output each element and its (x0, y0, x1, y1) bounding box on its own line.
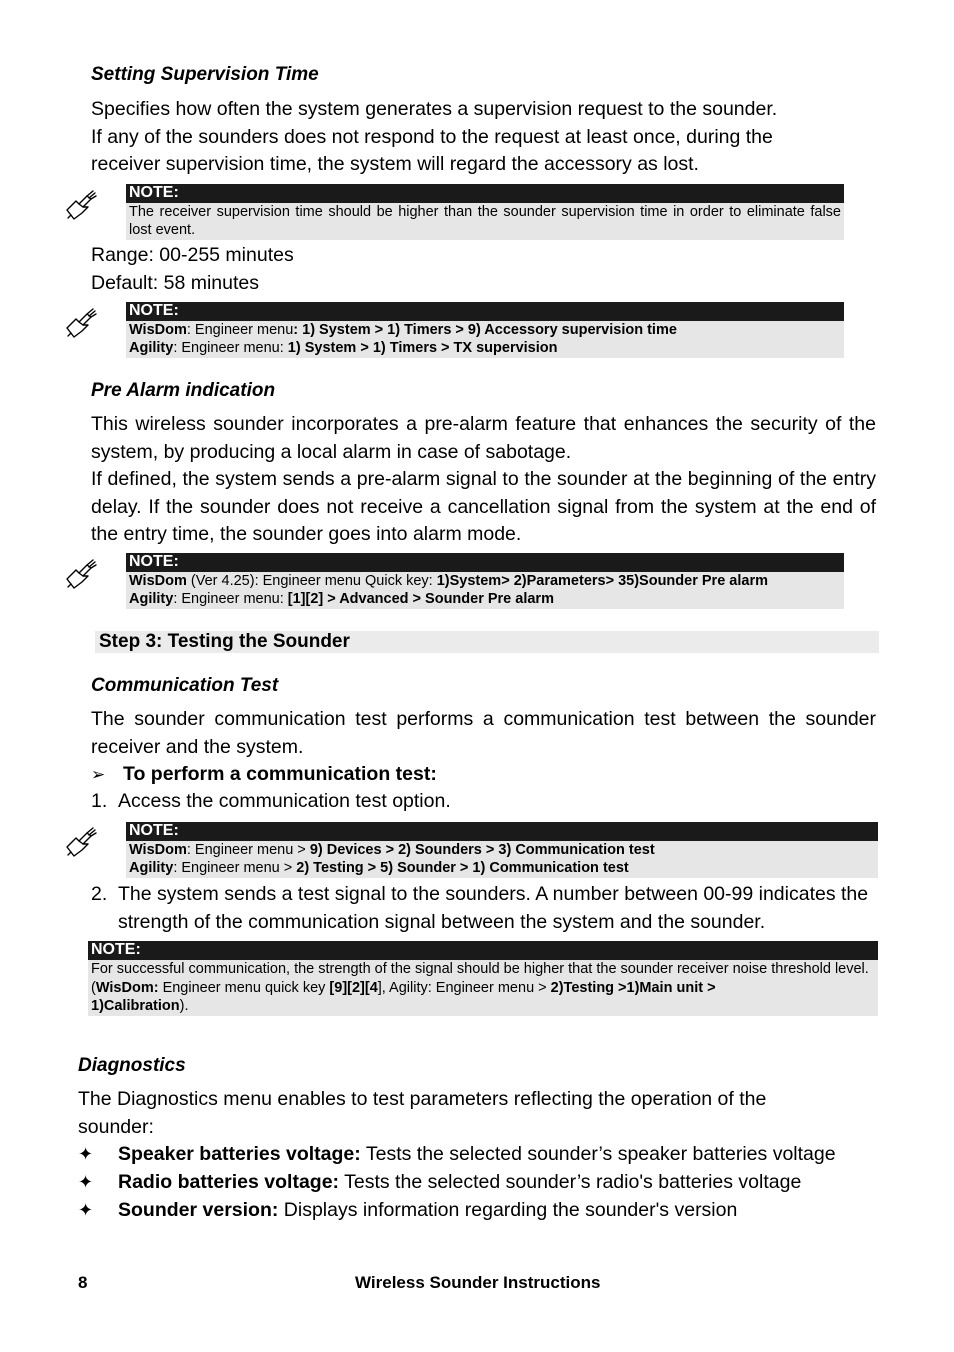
text-line: Specifies how often the system generates a supervision request to the sounder. (91, 98, 778, 120)
note-plain: Engineer menu quick key (158, 980, 330, 996)
note-hand-icon (64, 188, 98, 222)
section-heading-communication: Communication Test (91, 675, 279, 696)
diagnostics-description (78, 1086, 878, 1141)
procedure-title (91, 761, 891, 789)
note-hand-icon (64, 825, 98, 859)
note-text: For successful communication, the strength of the signal should be higher that the sounder receiver noise threshold level. (91, 961, 869, 977)
supervision-description (91, 96, 881, 179)
star-bullet-icon: ✦ (78, 1144, 94, 1164)
list-item (78, 1169, 898, 1197)
list-item (78, 1141, 898, 1169)
communication-description: The sounder communication test performs a communication test between the sounder receiver and the system. (91, 708, 876, 758)
document-title: Wireless Sounder Instructions (355, 1273, 601, 1292)
note-plain: : Engineer menu: (173, 340, 288, 356)
wisdom-label: WisDom: (95, 980, 159, 996)
prealarm-para-1: This wireless sounder incorporates a pre-alarm feature that enhances the security of the system, by producing a local alarm in case of sabotage. (91, 413, 876, 463)
step-number: 1. (91, 790, 108, 812)
note-label: NOTE: (126, 184, 844, 203)
bullet-text: Tests the selected sounder’s radio's batteries voltage (339, 1171, 802, 1193)
note-text (126, 841, 878, 878)
note-hand-icon (64, 557, 98, 591)
note-box-timers (126, 302, 844, 358)
procedure-step-1 (91, 788, 891, 816)
note-plain: ], Agility: Engineer menu > (377, 980, 551, 996)
step-text: Access the communication test option. (118, 790, 451, 812)
section-heading-diagnostics: Diagnostics (78, 1055, 186, 1076)
step-header: Step 3: Testing the Sounder (95, 631, 879, 653)
note-box-communication-menu (126, 822, 878, 878)
note-plain: ). (179, 998, 189, 1014)
agility-label: Agility (129, 860, 174, 876)
wisdom-label: WisDom (129, 322, 187, 338)
menu-path: 1)System> 2)Parameters> 35)Sounder Pre alarm (436, 573, 768, 589)
menu-path: 2)Testing >1)Main unit > (550, 980, 716, 996)
text-line: sounder: (78, 1115, 154, 1138)
agility-label: Agility (129, 340, 174, 356)
star-bullet-icon: ✦ (78, 1172, 94, 1192)
step-number: 2. (91, 883, 108, 905)
bullet-label: Speaker batteries voltage: (118, 1143, 361, 1165)
section-heading-prealarm: Pre Alarm indication (91, 380, 276, 401)
range-text: Range: 00-255 minutes (91, 244, 294, 266)
step-text: The system sends a test signal to the sounders. A number between 00-99 indicates the strength of the communication signal between the system and the sounder. (118, 883, 869, 933)
wisdom-label: WisDom (129, 842, 187, 858)
prealarm-para-2: If defined, the system sends a pre-alarm signal to the sounder at the beginning of the entry delay. If the sounder does not receive a cancellation signal from the system at the end of the entry time, the sounder goes into alarm mode. (91, 468, 876, 545)
menu-path: : 1) System > 1) Timers > 9) Accessory supervision time (293, 322, 677, 338)
text-line: receiver supervision time, the system will regard the accessory as lost. (91, 153, 699, 175)
menu-path: 9) Devices > 2) Sounders > 3) Communication test (309, 842, 655, 858)
procedure-step-2 (91, 881, 881, 936)
list-item (78, 1197, 898, 1225)
bullet-text: Tests the selected sounder’s speaker batteries voltage (360, 1143, 836, 1165)
quick-key: [9][2][4 (329, 980, 378, 996)
note-plain: : Engineer menu > (173, 860, 297, 876)
note-box-signal-strength (88, 941, 878, 1016)
note-label: NOTE: (88, 941, 878, 960)
arrow-bullet-icon: ➢ (91, 765, 106, 784)
note-box-prealarm (126, 553, 844, 609)
section-heading-supervision: Setting Supervision Time (91, 64, 319, 85)
note-label: NOTE: (126, 302, 844, 321)
note-hand-icon (64, 306, 98, 340)
note-plain: : Engineer menu (186, 322, 294, 338)
bullet-label: Radio batteries voltage: (118, 1171, 340, 1193)
note-plain: (Ver 4.25): Engineer menu Quick key: (186, 573, 437, 589)
note-label: NOTE: (126, 553, 844, 572)
menu-path: 2) Testing > 5) Sounder > 1) Communication test (296, 860, 629, 876)
page-number: 8 (78, 1273, 88, 1292)
note-plain: : Engineer menu > (186, 842, 310, 858)
star-bullet-icon: ✦ (78, 1200, 94, 1220)
procedure-label: To perform a communication test: (123, 763, 437, 785)
note-box-supervision (126, 184, 844, 240)
agility-label: Agility (129, 591, 174, 607)
note-calibration (88, 979, 878, 1016)
bullet-text: Displays information regarding the sounder's version (278, 1199, 738, 1221)
default-text: Default: 58 minutes (91, 272, 260, 294)
menu-path: [1][2] > Advanced > Sounder Pre alarm (287, 591, 554, 607)
bullet-label: Sounder version: (118, 1199, 279, 1221)
note-plain: ( (91, 980, 96, 996)
note-plain: : Engineer menu: (173, 591, 288, 607)
wisdom-label: WisDom (129, 573, 187, 589)
text-line: If any of the sounders does not respond to the request at least once, during the (91, 125, 773, 148)
note-text (126, 321, 844, 358)
menu-path: 1) System > 1) Timers > TX supervision (287, 340, 558, 356)
text-line: The Diagnostics menu enables to test parameters reflecting the operation of the (78, 1088, 767, 1110)
menu-path: 1)Calibration (91, 998, 180, 1014)
note-text (126, 572, 844, 609)
note-label: NOTE: (126, 822, 878, 841)
note-text: The receiver supervision time should be higher than the sounder supervision time in order to eliminate false lost event. (129, 204, 841, 238)
